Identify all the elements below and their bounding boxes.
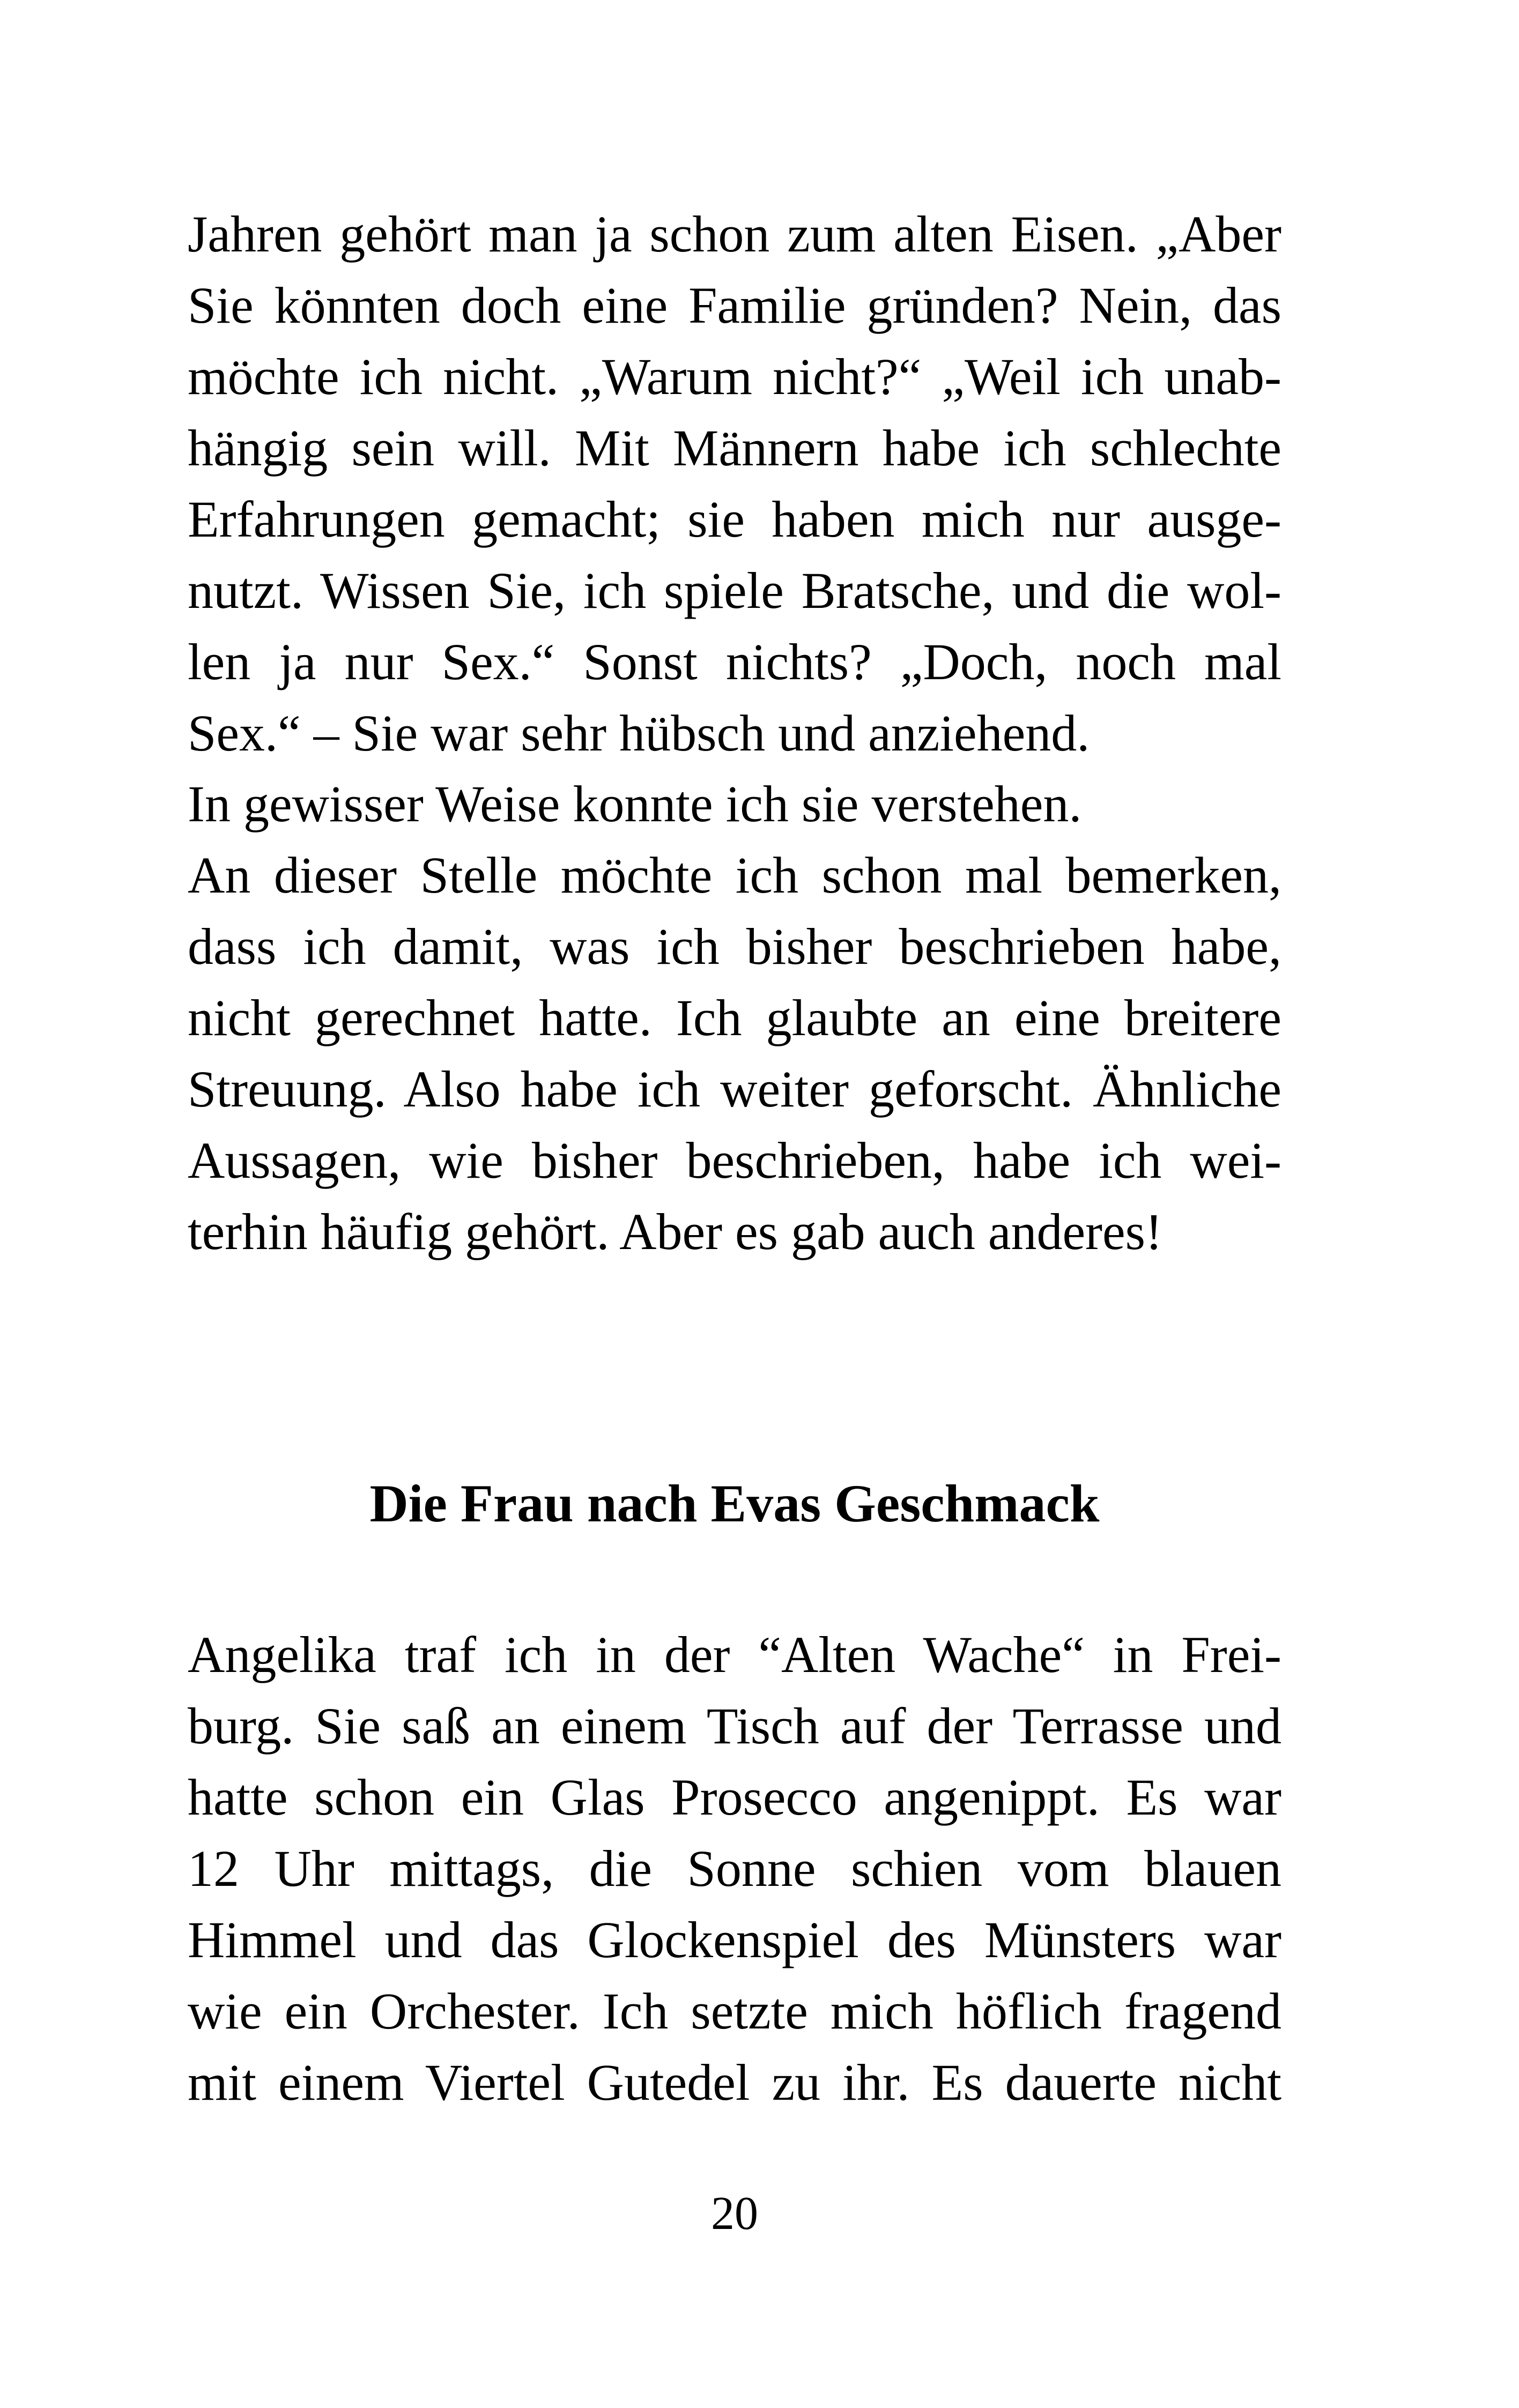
text-line: terhin häufig gehört. Aber es gab auch anderes! — [188, 1203, 1162, 1260]
text-line: möchte ich nicht. „Warum nicht?“ „Weil ich unab- — [188, 348, 1281, 405]
text-line: dass ich damit, was ich bisher beschrieben habe, — [188, 918, 1281, 975]
text-line: hatte schon ein Glas Prosecco angenippt. Es war — [188, 1768, 1281, 1826]
text-line: len ja nur Sex.“ Sonst nichts? „Doch, noch mal — [188, 633, 1281, 690]
text-line: mit einem Viertel Gutedel zu ihr. Es dauerte nicht — [188, 2054, 1281, 2111]
section-heading: Die Frau nach Evas Geschmack — [369, 1474, 1100, 1533]
body-paragraph — [188, 1619, 1281, 2118]
text-line: In gewisser Weise konnte ich sie verstehen. — [188, 775, 1082, 833]
text-line: Sex.“ – Sie war sehr hübsch und anziehend. — [188, 704, 1090, 762]
text-line: burg. Sie saß an einem Tisch auf der Terrasse und — [188, 1697, 1281, 1755]
text-line: Aussagen, wie bisher beschrieben, habe ich wei- — [188, 1132, 1281, 1189]
text-line: Erfahrungen gemacht; sie haben mich nur ausge- — [188, 490, 1281, 548]
body-paragraph — [188, 768, 1281, 839]
text-line: Himmel und das Glockenspiel des Münsters war — [188, 1911, 1281, 1968]
text-line: 12 Uhr mittags, die Sonne schien vom blauen — [188, 1840, 1281, 1897]
text-line: An dieser Stelle möchte ich schon mal bemerken, — [188, 846, 1281, 904]
text-line: nicht gerechnet hatte. Ich glaubte an eine breitere — [188, 989, 1281, 1046]
text-line: Jahren gehört man ja schon zum alten Eisen. „Aber — [188, 205, 1281, 263]
text-line: Angelika traf ich in der “Alten Wache“ in Frei- — [188, 1626, 1281, 1683]
text-line: Streuung. Also habe ich weiter geforscht. Ähnliche — [188, 1060, 1281, 1118]
text-line: hängig sein will. Mit Männern habe ich schlechte — [188, 419, 1281, 477]
text-line: wie ein Orchester. Ich setzte mich höflich fragend — [188, 1982, 1281, 2040]
text-line: nutzt. Wissen Sie, ich spiele Bratsche, und die wol- — [188, 562, 1281, 619]
text-line: Sie könnten doch eine Familie gründen? Nein, das — [188, 277, 1281, 334]
body-paragraph — [188, 839, 1281, 1267]
page-number: 20 — [711, 2188, 758, 2240]
body-paragraph — [188, 198, 1281, 769]
book-page — [188, 0, 1281, 2408]
